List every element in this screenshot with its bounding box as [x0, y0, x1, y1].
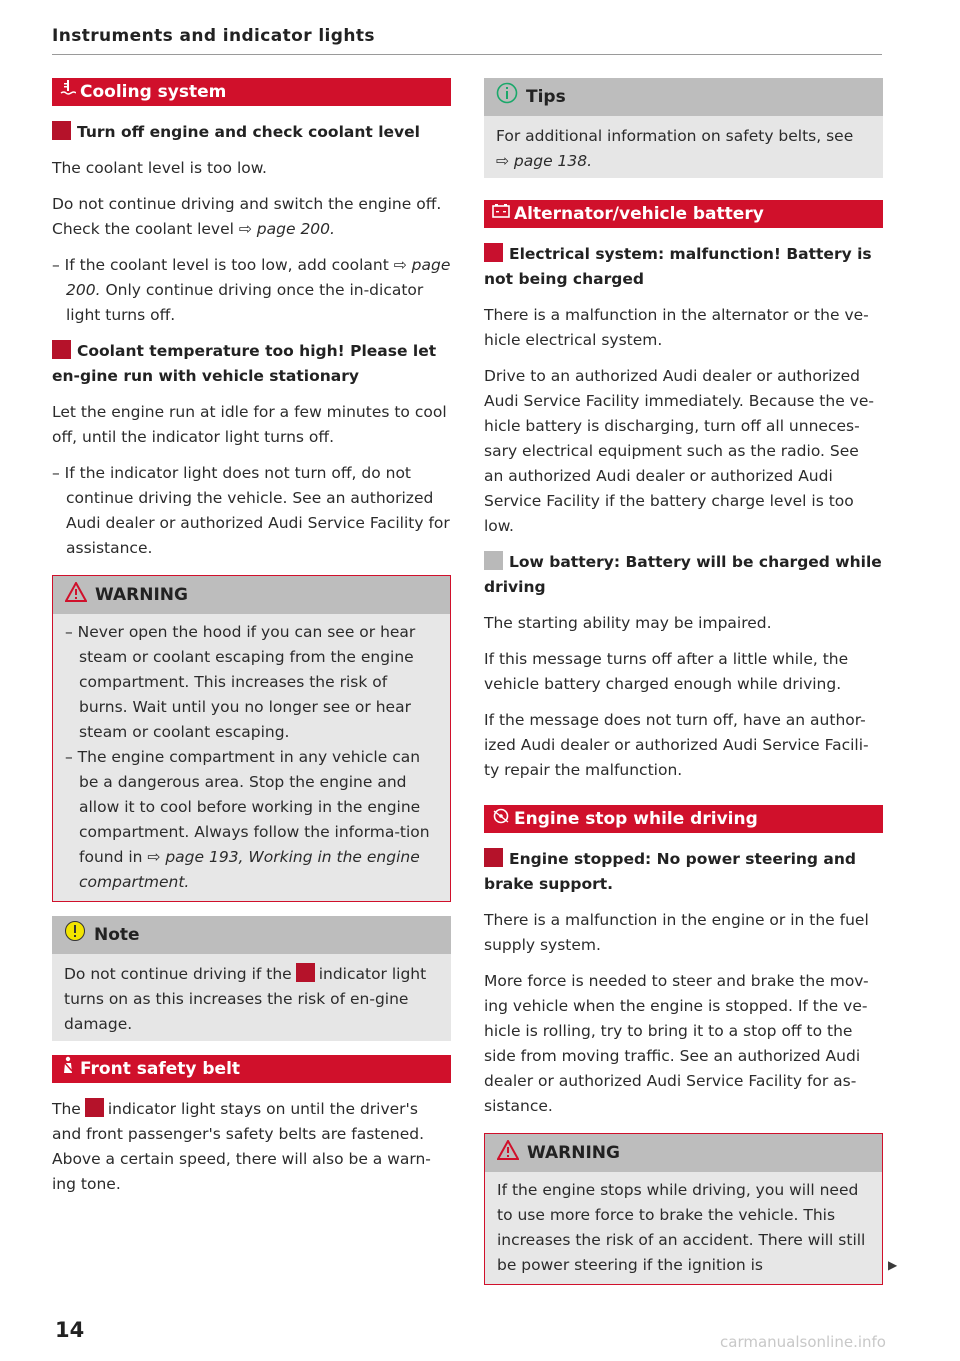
- page-reference-link[interactable]: ⇨ page 200.: [66, 256, 451, 299]
- note-callout-header: Note: [52, 916, 451, 954]
- tips-callout-header: Tips: [484, 78, 883, 116]
- warning-callout-body: [485, 1172, 882, 1284]
- watermark: carmanualsonline.info: [720, 1333, 886, 1351]
- low-battery-heading: Low battery: Battery will be charged while driving: [484, 553, 882, 596]
- tips-text: For additional information on safety belts, see ⇨ page 138.: [496, 127, 854, 170]
- page-number: 14: [55, 1318, 85, 1342]
- paragraph: The coolant level is too low.: [52, 159, 267, 177]
- steering-wheel-icon: [492, 805, 510, 833]
- coolant-level-heading: Turn off engine and check coolant level: [52, 120, 451, 145]
- instruction-step: – If the coolant level is too low, add coolant ⇨ page 200. Only continue driving once the in-dicator light turns off.: [52, 256, 451, 324]
- paragraph: More force is needed to steer and brake the mov-ing vehicle when the engine is stopped. If the ve-hicle is rolling, try to bring it to a stop off to the side from moving traffic. See an authorized Audi dealer or authorized Audi Service Facility for as-sistance.: [484, 972, 869, 1115]
- paragraph: If the message does not turn off, have an author-ized Audi dealer or authorized Audi Service Facili-ty repair the malfunction.: [484, 711, 869, 779]
- tips-callout-body: [484, 116, 883, 178]
- tips-callout: [484, 78, 883, 178]
- coolant-thermometer-icon: [60, 78, 76, 106]
- engine-stopped-heading: Engine stopped: No power steering and brake support.: [484, 850, 857, 893]
- battery-indicator-icon: [484, 551, 503, 570]
- paragraph: The indicator light stays on until the driver's and front passenger's safety belts are fastened. Above a certain speed, there will also be a warn-ing tone.: [52, 1100, 431, 1193]
- left-column: [52, 78, 451, 1208]
- warning-callout-header: WARNING: [485, 1134, 882, 1172]
- warning-callout-body: [53, 614, 450, 901]
- exclamation-circle-icon: [64, 918, 86, 956]
- note-callout-body: [52, 954, 451, 1041]
- paragraph: There is a malfunction in the alternator or the ve-hicle electrical system.: [484, 306, 869, 349]
- warning-text: If the engine stops while driving, you will need to use more force to brake the vehicle. This increases the risk of an accident. There will still be power steering if the ignition is: [497, 1181, 866, 1274]
- continue-arrow-icon: ▶: [888, 1258, 898, 1272]
- seatbelt-icon: [60, 1055, 76, 1083]
- paragraph: Drive to an authorized Audi dealer or authorized Audi Service Facility immediately. Because the ve-hicle battery is discharging, turn off all unneces-sary electrical equipment such as the radio. See an authorized Audi dealer or authorized Audi Service Facility if the battery charge level is too low.: [484, 367, 874, 535]
- section-title: Alternator/vehicle battery: [514, 204, 764, 224]
- coolant-temperature-heading: Coolant temperature too high! Please let en-gine run with vehicle stationary: [52, 342, 437, 385]
- paragraph: Do not continue driving and switch the engine off. Check the coolant level ⇨ page 200.: [52, 195, 442, 238]
- paragraph: If this message turns off after a little while, the vehicle battery charged enough while driving.: [484, 650, 849, 693]
- battery-icon: [492, 200, 510, 228]
- battery-indicator-icon: [484, 243, 503, 262]
- instruction-step: – If the indicator light does not turn off, do not continue driving the vehicle. See an authorized Audi dealer or authorized Audi Service Facility for assistance.: [52, 464, 450, 557]
- right-column: [484, 78, 883, 1299]
- coolant-indicator-icon: [52, 121, 71, 140]
- page-header: Instruments and indicator lights: [52, 26, 882, 55]
- page-reference-link[interactable]: ⇨ page 193, Working in the engine compartment.: [79, 848, 420, 891]
- warning-triangle-icon: [497, 1136, 519, 1174]
- engine-stop-indicator-icon: [484, 848, 503, 867]
- page-reference-link[interactable]: ⇨ page 138.: [496, 152, 593, 170]
- note-text: Do not continue driving if the indicator light turns on as this increases the risk of en-gine damage.: [64, 965, 427, 1033]
- info-icon: [496, 80, 518, 118]
- paragraph: Let the engine run at idle for a few minutes to cool off, until the indicator light turns off.: [52, 403, 447, 446]
- paragraph: There is a malfunction in the engine or in the fuel supply system.: [484, 911, 869, 954]
- coolant-indicator-icon: [296, 963, 315, 982]
- electrical-malfunction-heading: Electrical system: malfunction! Battery is not being charged: [484, 245, 872, 288]
- warning-callout-header: WARNING: [53, 576, 450, 614]
- section-cooling-system: [52, 78, 451, 106]
- section-title: Engine stop while driving: [514, 809, 758, 829]
- warning-callout: [52, 575, 451, 902]
- coolant-indicator-icon: [52, 340, 71, 359]
- warning-callout: [484, 1133, 883, 1285]
- section-front-safety-belt: [52, 1055, 451, 1083]
- warning-triangle-icon: [65, 578, 87, 616]
- seatbelt-indicator-icon: [85, 1098, 104, 1117]
- warning-item: – Never open the hood if you can see or hear steam or coolant escaping from the engine compartment. This increases the risk of burns. Wait until you no longer see or hear steam or coolant escaping.: [65, 623, 416, 741]
- section-title: Front safety belt: [80, 1059, 241, 1079]
- page-reference-link[interactable]: ⇨ page 200.: [238, 220, 335, 238]
- note-callout: [52, 916, 451, 1041]
- section-title: Cooling system: [80, 82, 227, 102]
- section-alternator-battery: [484, 200, 883, 228]
- warning-item: – The engine compartment in any vehicle can be a dangerous area. Stop the engine and allow it to cool before working in the engine compartment. Always follow the informa-tion found in ⇨ page 193, Working in the engine compartment.: [65, 748, 430, 891]
- paragraph: The starting ability may be impaired.: [484, 614, 772, 632]
- section-engine-stop: [484, 805, 883, 833]
